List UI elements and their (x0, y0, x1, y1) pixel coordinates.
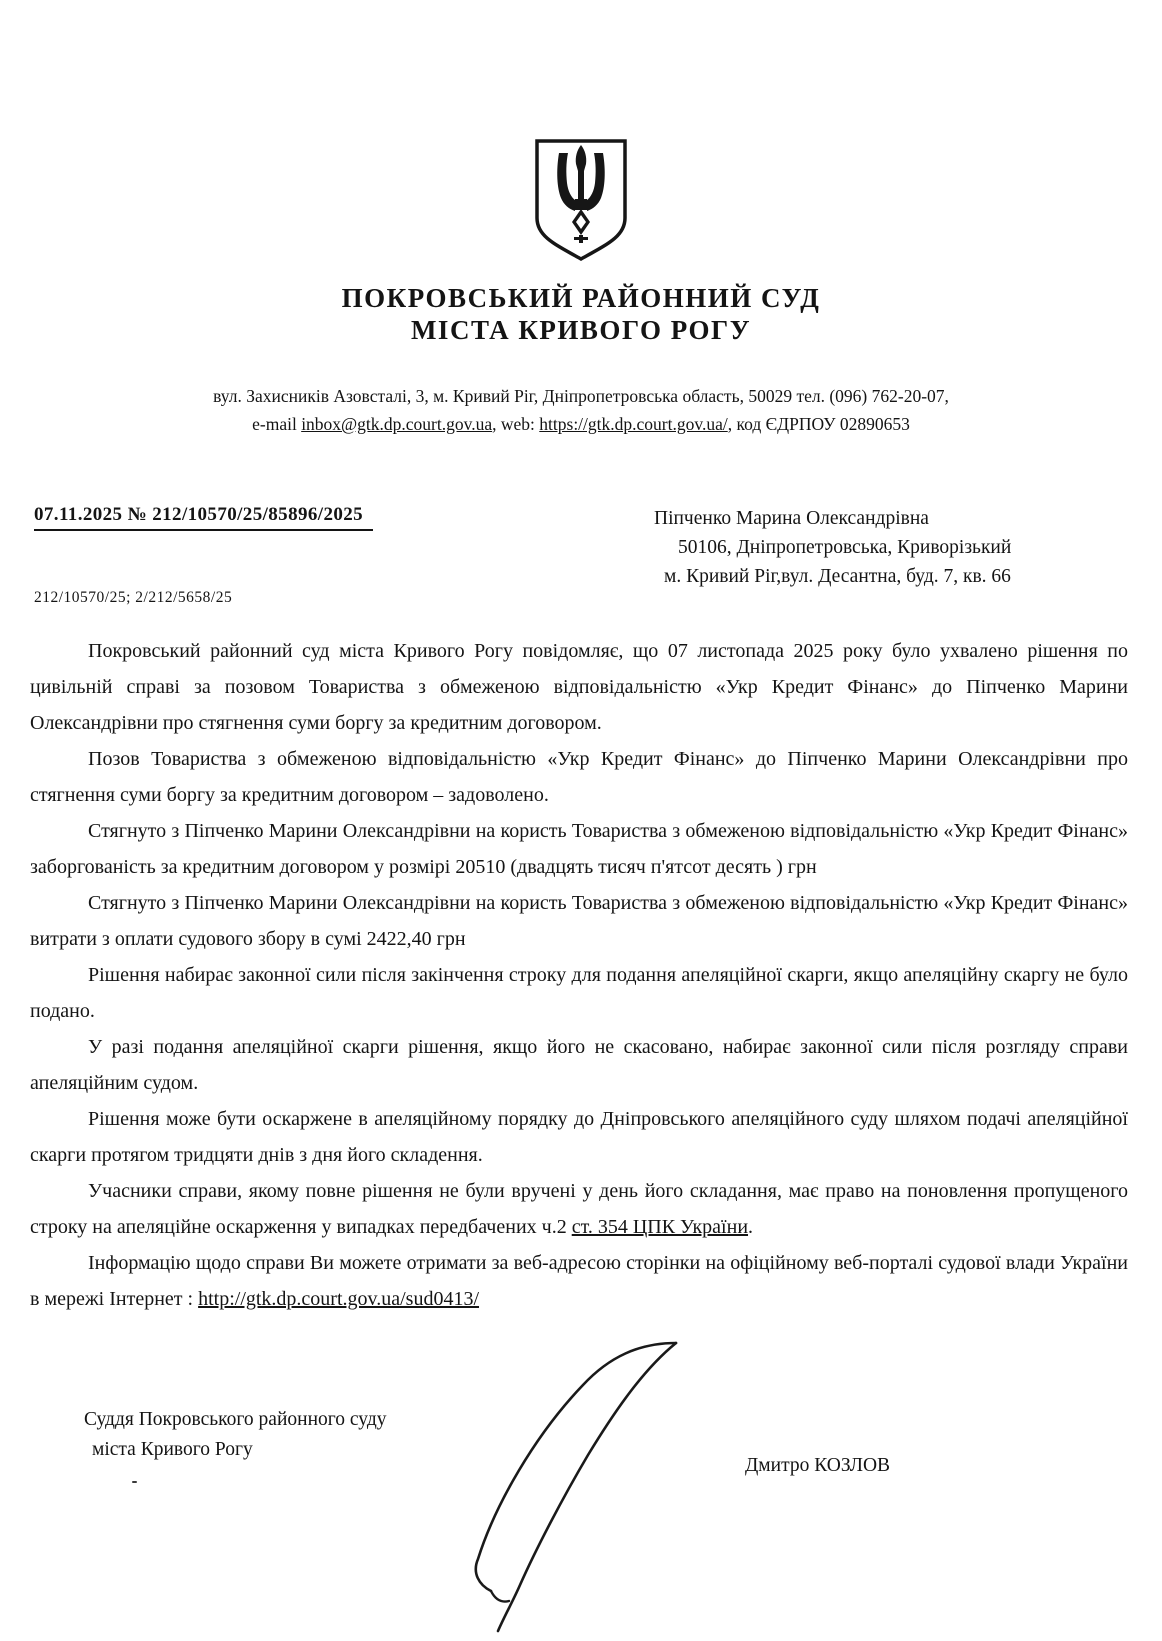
handwritten-signature (425, 1333, 715, 1638)
recipient-region: 50106, Дніпропетровська, Криворізький (678, 537, 1012, 558)
emblem-container (0, 0, 1162, 276)
signature-section (0, 1333, 1162, 1641)
paragraph-text: Інформацію щодо справи Ви можете отримати за веб-адресою сторінки на офіційному веб-порталі судової влади України в мережі Інтернет : (30, 1252, 1128, 1310)
web-label: web: (500, 414, 535, 434)
paragraph-appeal-review: У разі подання апеляційної скарги рішення, якщо його не скасовано, набирає законної сили після розгляду справи апеляційним судом. (30, 1036, 1128, 1094)
separator: , (727, 414, 733, 434)
scan-artifact-mark (132, 1481, 137, 1483)
court-name-line2: МІСТА КРИВОГО РОГУ (410, 315, 752, 345)
separator: , (492, 414, 497, 434)
paragraph-renewal-term (30, 1173, 1128, 1245)
court-address-block (0, 382, 1162, 438)
paragraph-web-info (30, 1245, 1128, 1317)
reference-recipient-row (0, 504, 1162, 607)
judge-title-line1: Суддя Покровського районного суду (84, 1409, 387, 1430)
court-name (0, 282, 1162, 346)
case-numbers: 212/10570/25; 2/212/5658/25 (34, 589, 233, 606)
paragraph-court-fee: Стягнуто з Піпченко Марини Олександрівни на користь Товариства з обмеженою відповідальністю «Укр Кредит Фінанс» витрати з оплати судового збору в сумі 2422,40 грн (30, 892, 1128, 950)
outgoing-date-number: 07.11.2025 № 212/10570/25/85896/2025 (34, 504, 373, 531)
paragraph-legal-force: Рішення набирає законної сили після закінчення строку для подання апеляційної скарги, якщо апеляційну скаргу не було подано. (30, 964, 1128, 1022)
contact-line (0, 410, 1162, 438)
paragraph-notification: Покровський районний суд міста Кривого Рогу повідомляє, що 07 листопада 2025 року було ухвалено рішення по цивільній справі за позовом Товариства з обмеженою відповідальністю «Укр Кредит Фінанс» до Піпченко Марини Олександрівни про стягнення суми боргу за кредитним договором. (30, 640, 1128, 734)
paragraph-debt-recovered: Стягнуто з Піпченко Марини Олександрівни на користь Товариства з обмеженою відповідальністю «Укр Кредит Фінанс» заборгованість за кредитним договором у розмірі 20510 (двадцять тисяч п'ятсот десять ) грн (30, 820, 1128, 878)
paragraph-appeal-procedure: Рішення може бути оскаржене в апеляційному порядку до Дніпровського апеляційного суду шляхом подачі апеляційної скарги протягом тридцяти днів з дня його складення. (30, 1108, 1128, 1166)
judge-title (84, 1405, 387, 1483)
reference-block (34, 504, 536, 607)
judge-name: Дмитро КОЗЛОВ (745, 1455, 891, 1476)
web-address: https://gtk.dp.court.gov.ua/ (539, 414, 728, 434)
email-label: e-mail (252, 414, 297, 434)
law-article-reference: ст. 354 ЦПК України (571, 1216, 749, 1238)
judge-title-line2: міста Кривого Рогу (92, 1439, 253, 1460)
address-line: вул. Захисників Азовсталі, 3, м. Кривий Ріг, Дніпропетровська область, 50029 тел. (096) 762-20-07, (213, 386, 949, 406)
letter-body (0, 633, 1162, 1317)
ukraine-trident-emblem-icon (529, 136, 633, 276)
paragraph-text: . (748, 1216, 754, 1238)
email-address: inbox@gtk.dp.court.gov.ua (301, 414, 493, 434)
recipient-block (654, 504, 1126, 591)
paragraph-text: Учасники справи, якому повне рішення не були вручені у день його складання, має право на поновлення пропущеного строку на апеляційне оскарження у випадках передбачених ч.2 (30, 1180, 1128, 1238)
edrpou-code: код ЄДРПОУ 02890653 (736, 414, 910, 434)
recipient-name: Піпченко Марина Олександрівна (654, 508, 929, 529)
paragraph-claim-granted: Позов Товариства з обмеженою відповідальністю «Укр Кредит Фінанс» до Піпченко Марини Олександрівни про стягнення суми боргу за кредитним договором – задоволено. (30, 748, 1128, 806)
court-portal-url: http://gtk.dp.court.gov.ua/sud0413/ (198, 1288, 480, 1310)
recipient-street: м. Кривий Ріг,вул. Десантна, буд. 7, кв. 66 (664, 566, 1011, 587)
court-name-line1: ПОКРОВСЬКИЙ РАЙОННИЙ СУД (341, 283, 821, 313)
